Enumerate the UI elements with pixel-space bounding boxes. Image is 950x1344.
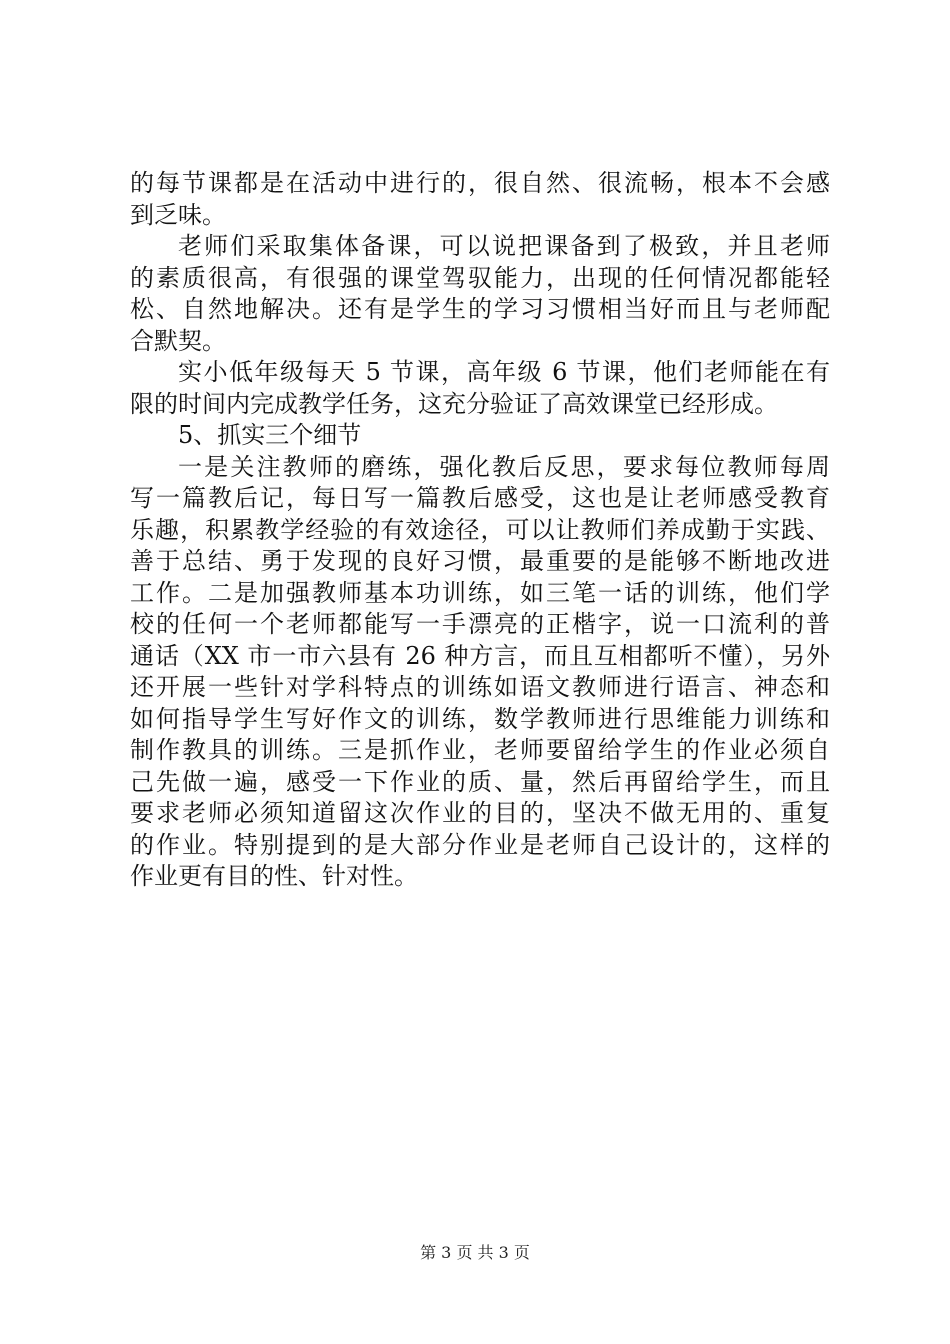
paragraph-line: 作业更有目的性、针对性。 <box>130 862 418 890</box>
paragraph-line: 实小低年级每天 5 节课，高年级 6 节课，他们老师能在有 <box>178 358 830 386</box>
page-footer: 第 3 页 共 3 页 <box>420 1243 530 1262</box>
paragraph-line: 的每节课都是在活动中进行的，很自然、很流畅，根本不会感 <box>130 169 830 197</box>
section-heading: 5、抓实三个细节 <box>178 421 362 449</box>
paragraph-line: 写一篇教后记，每日写一篇教后感受，这也是让老师感受教育 <box>130 484 830 512</box>
paragraph-line: 合默契。 <box>130 326 226 355</box>
paragraph-line: 制作教具的训练。三是抓作业，老师要留给学生的作业必须自 <box>130 736 830 764</box>
paragraph-line: 松、自然地解决。还有是学生的学习习惯相当好而且与老师配 <box>130 295 830 323</box>
paragraph-line: 老师们采取集体备课，可以说把课备到了极致，并且老师 <box>178 232 830 260</box>
paragraph-line: 一是关注教师的磨练，强化教后反思，要求每位教师每周 <box>178 452 830 481</box>
paragraph-line: 通话（XX 市一市六县有 26 种方言，而且互相都听不懂），另外 <box>130 641 830 670</box>
paragraph-line: 善于总结、勇于发现的良好习惯，最重要的是能够不断地改进 <box>130 547 830 575</box>
paragraph-line: 的作业。特别提到的是大部分作业是老师自己设计的，这样的 <box>130 830 830 859</box>
paragraph-line: 限的时间内完成教学任务，这充分验证了高效课堂已经形成。 <box>130 389 778 418</box>
paragraph-line: 还开展一些针对学科特点的训练如语文教师进行语言、神态和 <box>130 673 830 701</box>
document-body <box>130 168 830 893</box>
paragraph-line: 要求老师必须知道留这次作业的目的，坚决不做无用的、重复 <box>130 799 830 827</box>
paragraph-line: 校的任何一个老师都能写一手漂亮的正楷字，说一口流利的普 <box>130 610 830 638</box>
paragraph-line: 己先做一遍，感受一下作业的质、量，然后再留给学生，而且 <box>130 767 830 796</box>
paragraph-line: 到乏味。 <box>130 200 226 229</box>
paragraph-line: 如何指导学生写好作文的训练，数学教师进行思维能力训练和 <box>130 704 830 733</box>
paragraph-line: 的素质很高，有很强的课堂驾驭能力，出现的任何情况都能轻 <box>130 263 830 292</box>
paragraph-line: 工作。二是加强教师基本功训练，如三笔一话的训练，他们学 <box>130 578 830 607</box>
paragraph-line: 乐趣，积累教学经验的有效途径，可以让教师们养成勤于实践、 <box>130 515 830 544</box>
